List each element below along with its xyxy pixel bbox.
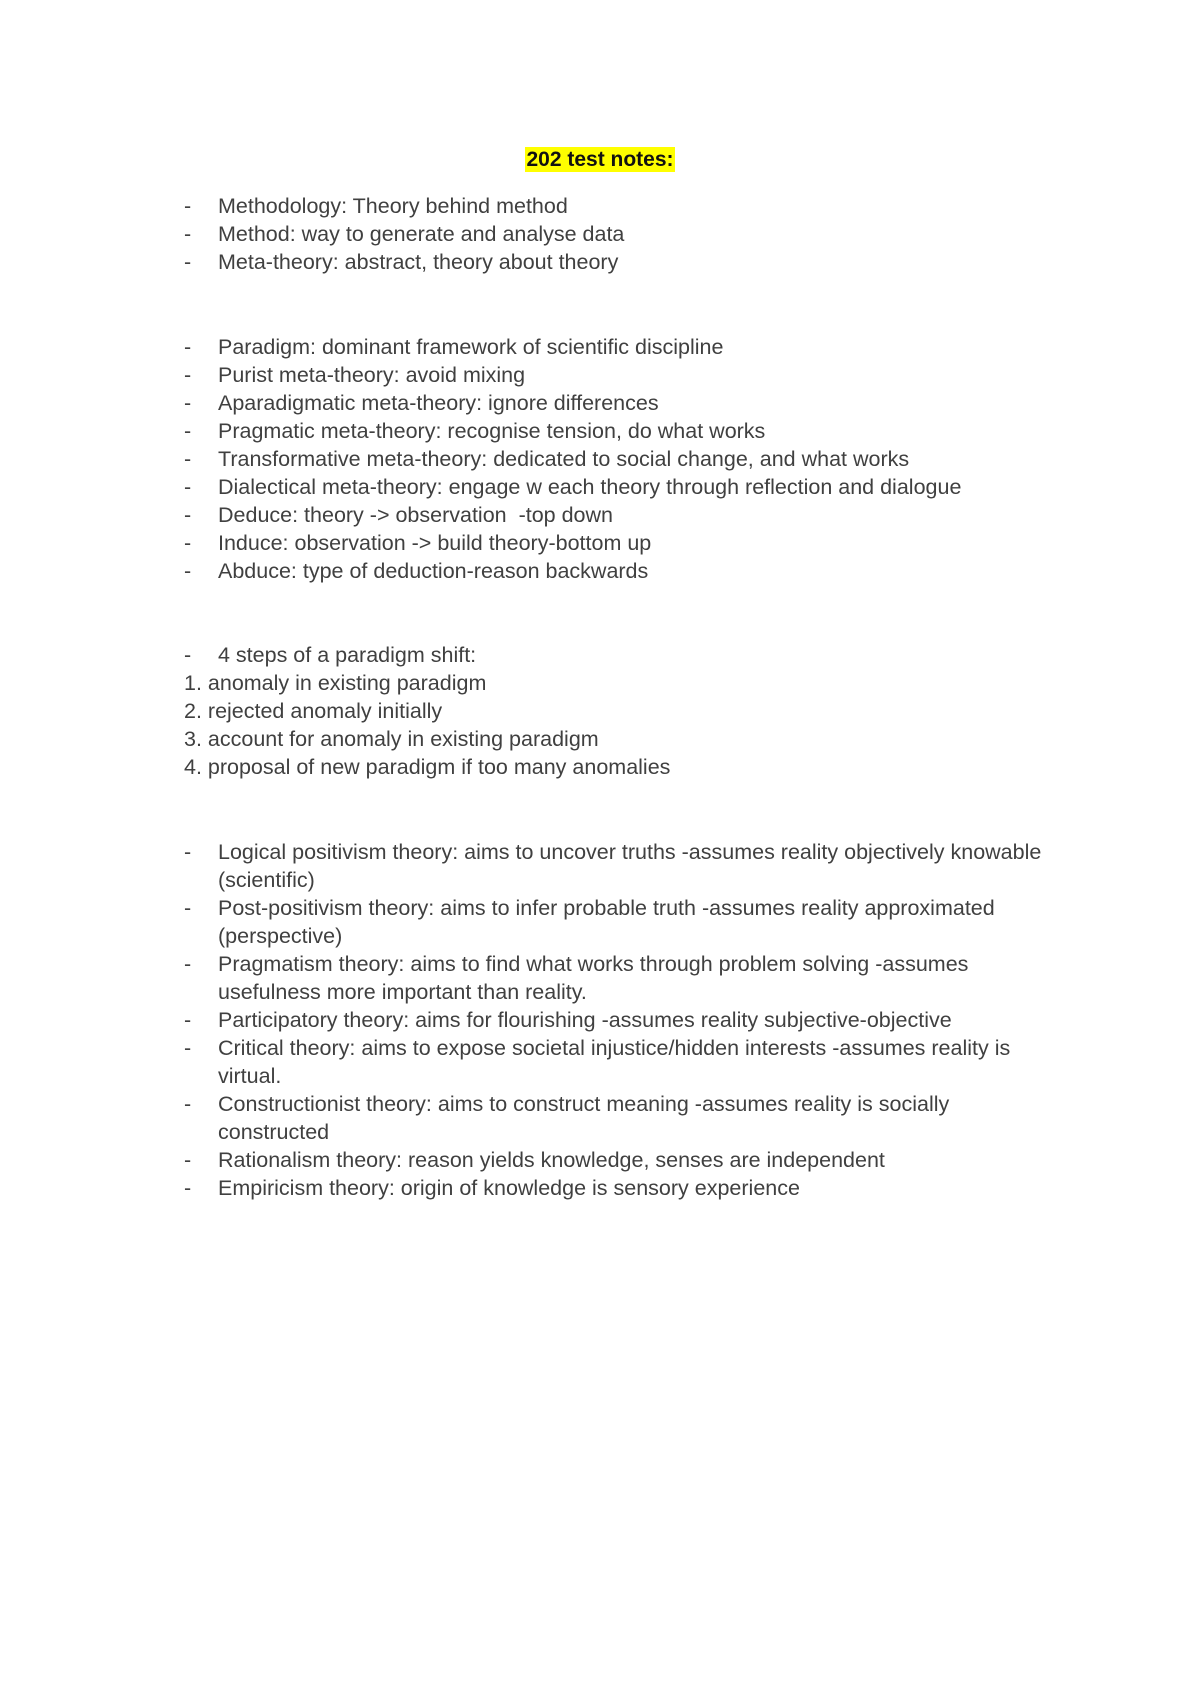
numbered-item: 2. rejected anomaly initially xyxy=(184,699,443,723)
meta-theory-list xyxy=(184,333,1084,585)
list-item-text: Purist meta-theory: avoid mixing xyxy=(218,363,526,387)
list-item xyxy=(184,192,1084,220)
bullet-dash: - xyxy=(184,1008,192,1032)
list-item-text: Methodology: Theory behind method xyxy=(218,194,568,218)
list-item-text: Pragmatic meta-theory: recognise tension, do what works xyxy=(218,419,766,443)
list-item-text: Post-positivism theory: aims to infer probable truth -assumes reality approximated (perspective) xyxy=(218,896,995,948)
list-item xyxy=(184,473,1084,501)
list-item xyxy=(184,417,1084,445)
bullet-dash: - xyxy=(184,391,192,415)
list-item xyxy=(184,1034,1054,1090)
list-item xyxy=(184,894,1054,950)
bullet-dash: - xyxy=(184,194,192,218)
numbered-item: 3. account for anomaly in existing paradigm xyxy=(184,727,599,751)
bullet-dash: - xyxy=(184,363,192,387)
list-heading xyxy=(184,641,1084,669)
paradigm-shift-steps xyxy=(184,641,1084,781)
list-item-text: Participatory theory: aims for flourishing -assumes reality subjective-objective xyxy=(218,1008,952,1032)
bullet-dash: - xyxy=(184,952,192,976)
numbered-item: 1. anomaly in existing paradigm xyxy=(184,671,487,695)
list-item-text: Method: way to generate and analyse data xyxy=(218,222,625,246)
list-item xyxy=(184,950,1054,1006)
definitions-list xyxy=(184,192,1084,276)
bullet-dash: - xyxy=(184,531,192,555)
list-item xyxy=(184,557,1084,585)
list-item-text: Transformative meta-theory: dedicated to social change, and what works xyxy=(218,447,910,471)
list-item-text: Meta-theory: abstract, theory about theory xyxy=(218,250,619,274)
list-item xyxy=(184,361,1084,389)
bullet-dash: - xyxy=(184,896,192,920)
list-item xyxy=(184,1174,1054,1202)
bullet-dash: - xyxy=(184,1148,192,1172)
bullet-dash: - xyxy=(184,335,192,359)
numbered-item: 4. proposal of new paradigm if too many anomalies xyxy=(184,755,671,779)
list-item-text: Dialectical meta-theory: engage w each theory through reflection and dialogue xyxy=(218,475,962,499)
list-item-text: Deduce: theory -> observation -top down xyxy=(218,503,613,527)
list-item xyxy=(184,529,1084,557)
list-item-text: Constructionist theory: aims to construct meaning -assumes reality is socially constructed xyxy=(218,1092,950,1144)
list-item xyxy=(184,1090,1054,1146)
bullet-dash: - xyxy=(184,1176,192,1200)
list-item xyxy=(184,333,1084,361)
bullet-dash: - xyxy=(184,419,192,443)
list-item-text: Empiricism theory: origin of knowledge is sensory experience xyxy=(218,1176,800,1200)
document-title xyxy=(0,145,1200,177)
bullet-dash: - xyxy=(184,840,192,864)
list-item xyxy=(184,220,1084,248)
title-highlight: 202 test notes: xyxy=(526,148,674,171)
list-item-text: Pragmatism theory: aims to find what works through problem solving -assumes usefulness more important than reality. xyxy=(218,952,969,1004)
theory-list xyxy=(184,838,1054,1202)
list-item-text: Aparadigmatic meta-theory: ignore differences xyxy=(218,391,659,415)
bullet-dash: - xyxy=(184,250,192,274)
bullet-dash: - xyxy=(184,503,192,527)
bullet-dash: - xyxy=(184,222,192,246)
list-item-text: Induce: observation -> build theory-bottom up xyxy=(218,531,652,555)
list-item xyxy=(184,389,1084,417)
list-item xyxy=(184,1006,1054,1034)
list-item-text: Logical positivism theory: aims to uncover truths -assumes reality objectively knowable (scientific) xyxy=(218,840,1042,892)
bullet-dash: - xyxy=(184,1036,192,1060)
bullet-dash: - xyxy=(184,1092,192,1116)
list-item-text: Critical theory: aims to expose societal injustice/hidden interests -assumes reality is virtual. xyxy=(218,1036,1011,1088)
list-heading-text: 4 steps of a paradigm shift: xyxy=(218,643,477,667)
list-item xyxy=(184,445,1084,473)
bullet-dash: - xyxy=(184,475,192,499)
list-item xyxy=(184,248,1084,276)
list-item-text: Abduce: type of deduction-reason backwards xyxy=(218,559,649,583)
list-item xyxy=(184,1146,1054,1174)
bullet-dash: - xyxy=(184,643,192,667)
list-item-text: Paradigm: dominant framework of scientific discipline xyxy=(218,335,724,359)
list-item-text: Rationalism theory: reason yields knowledge, senses are independent xyxy=(218,1148,885,1172)
list-item xyxy=(184,838,1054,894)
bullet-dash: - xyxy=(184,447,192,471)
list-item xyxy=(184,501,1084,529)
bullet-dash: - xyxy=(184,559,192,583)
